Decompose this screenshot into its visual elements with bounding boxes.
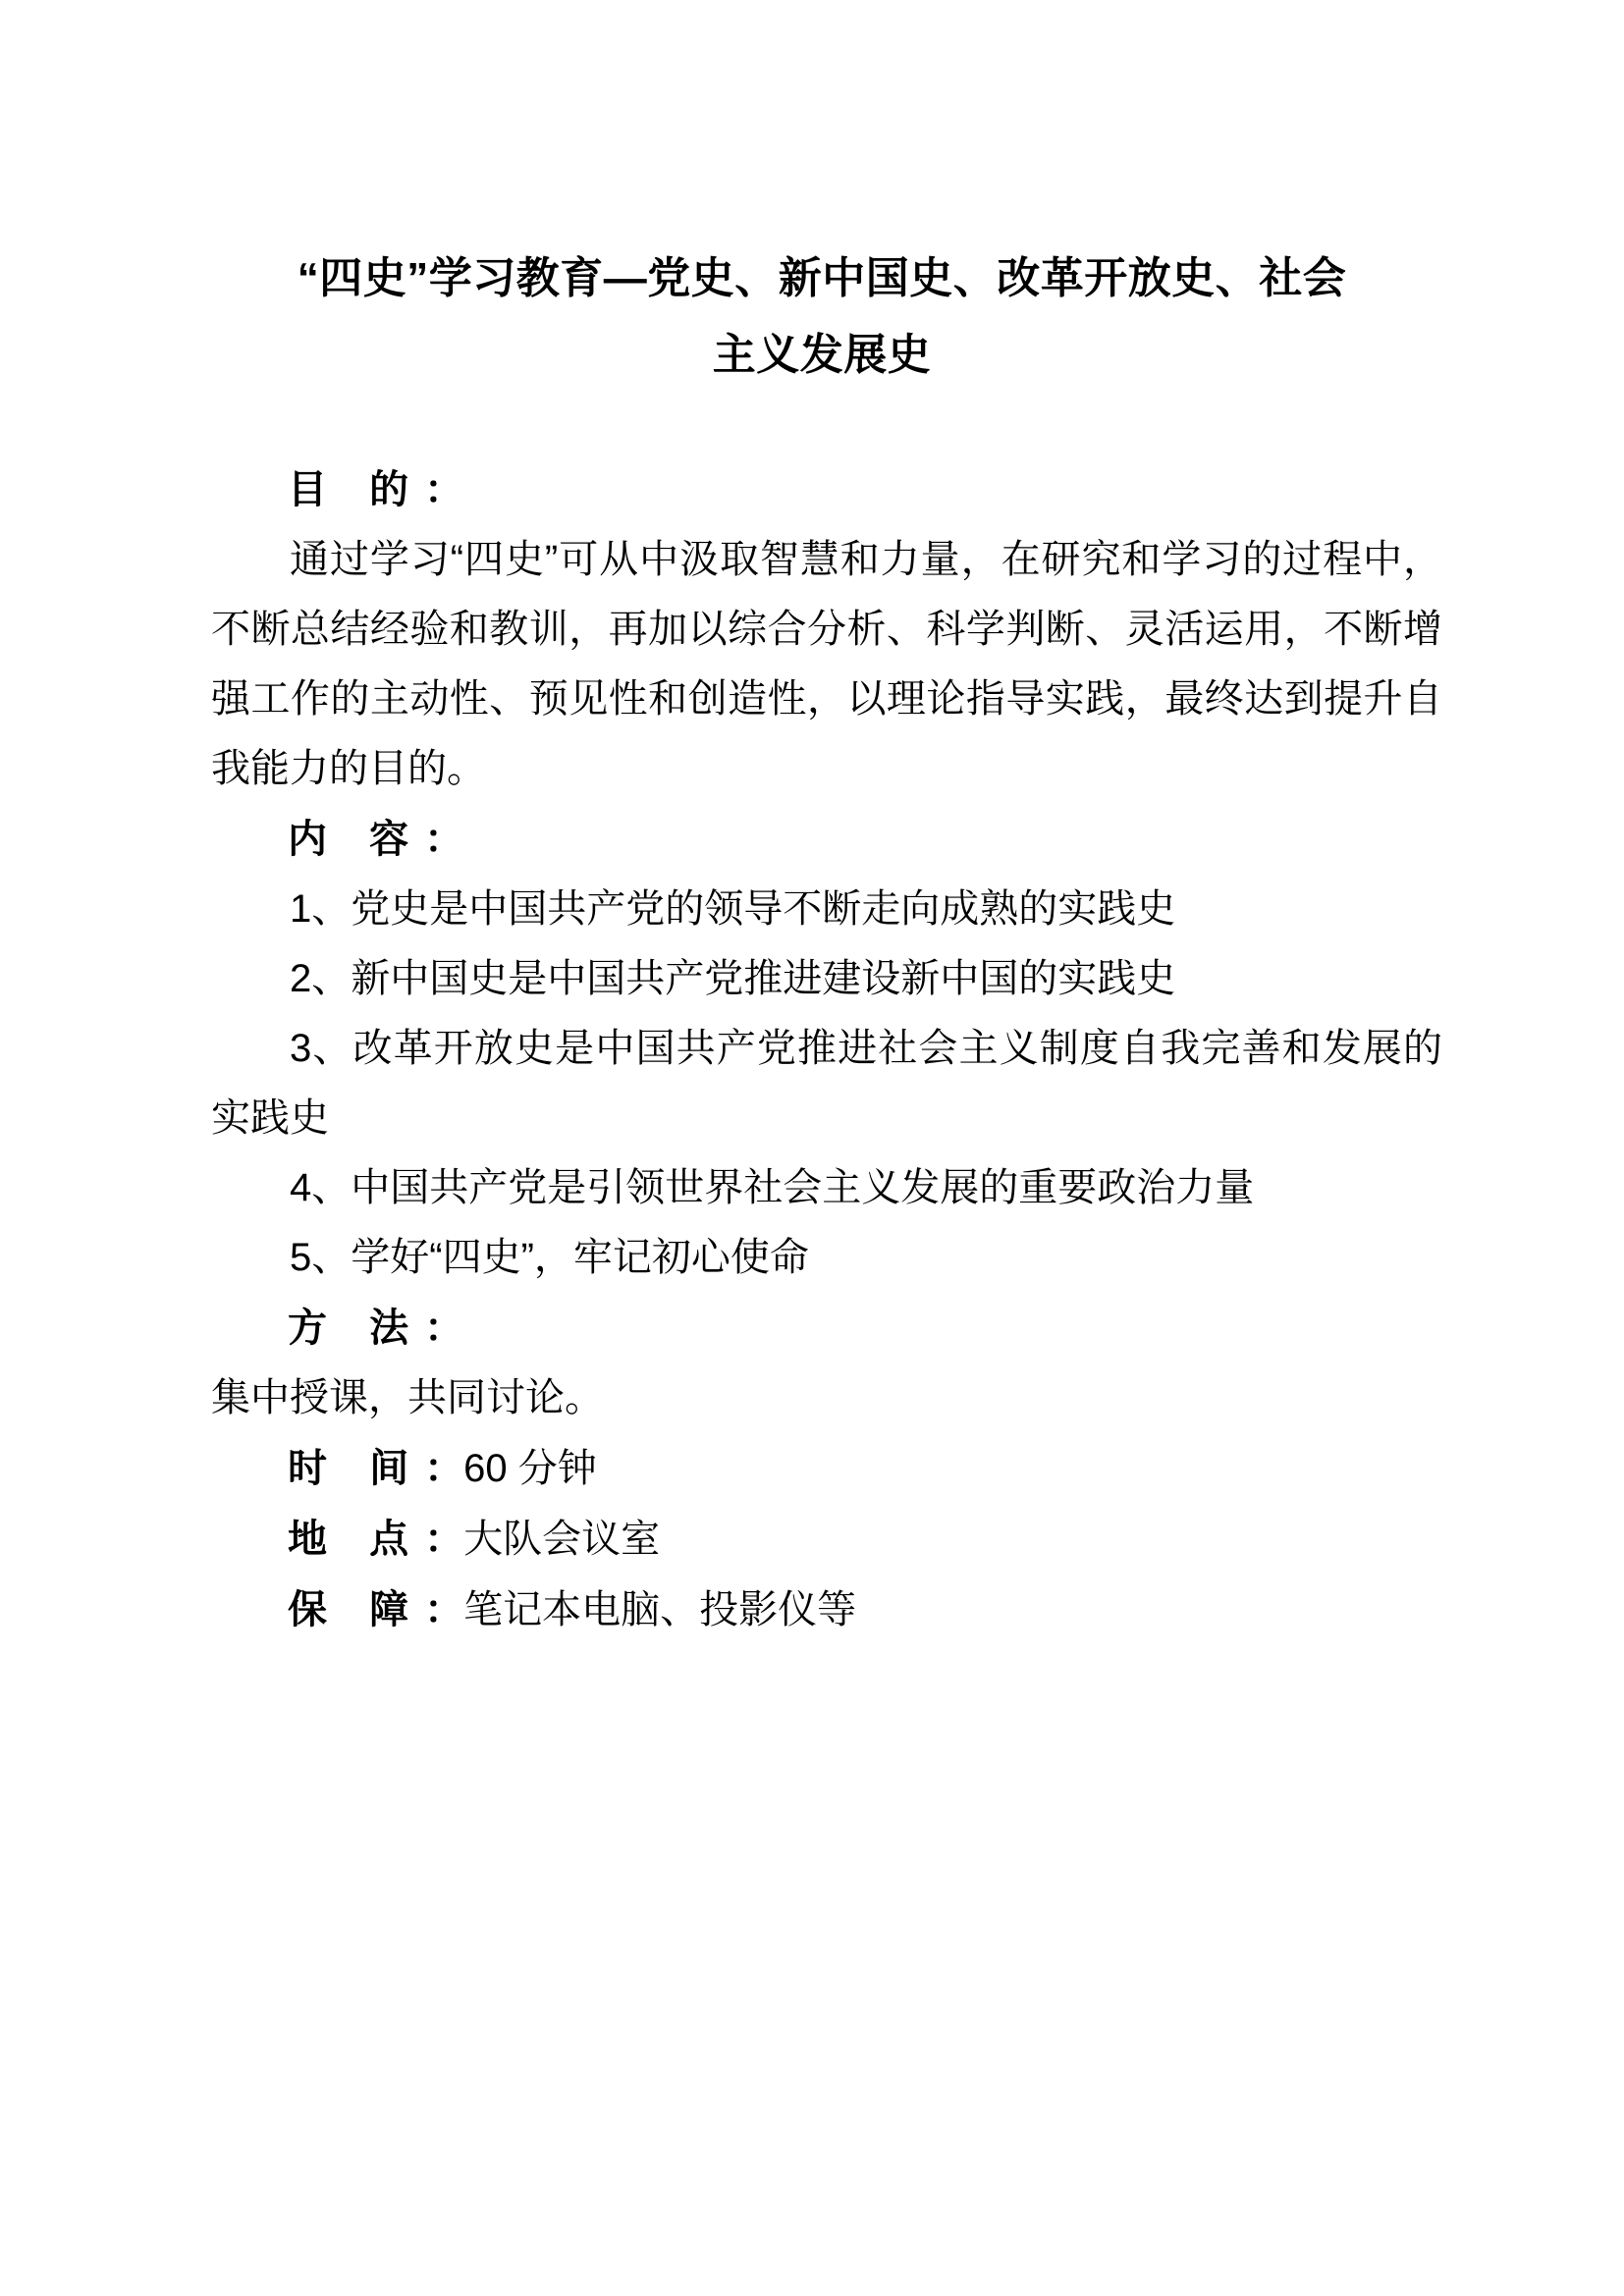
section-heading-purpose-label: 目 的 [288,468,425,511]
page-title-line-2: 主义发展史 [712,331,932,379]
field-location-colon: ： [424,1518,464,1561]
method-paragraph: 集中授课，共同讨论。 [211,1376,604,1419]
page-title [211,147,1442,394]
field-time-label: 时 间 [288,1447,425,1490]
title-spacer [211,394,1442,454]
field-time-value: 60 分钟 [463,1447,597,1490]
field-support [211,1575,1442,1645]
section-heading-method-label: 方 法 [288,1307,425,1350]
field-support-value: 笔记本电脑、投影仪等 [463,1588,857,1631]
purpose-paragraph: 通过学习“四史”可从中汲取智慧和力量，在研究和学习的过程中，不断总结经验和教训，再加以综合分析、科学判断、灵活运用，不断增强工作的主动性、预见性和创造性，以理论指导实践，最终达到提升自我能力的目的。 [211,538,1442,790]
list-item: 4、中国共产党是引领世界社会主义发展的重要政治力量 [290,1166,1255,1209]
field-support-colon: ： [424,1588,464,1631]
field-location-label: 地 点 [288,1518,425,1561]
section-heading-purpose-colon: ： [424,468,464,511]
field-location-value: 大队会议室 [463,1518,661,1561]
section-heading-content-colon: ： [424,818,464,861]
list-item: 3、改革开放史是中国共产党推进社会主义制度自我完善和发展的实践史 [211,1027,1442,1140]
list-item: 2、新中国史是中国共产党推进建设新中国的实践史 [290,957,1176,1000]
list-item: 5、学好“四史”，牢记初心使命 [290,1236,809,1279]
section-heading-content [211,804,1442,875]
section-heading-method [211,1293,1442,1363]
section-heading-purpose [211,454,1442,525]
field-location [211,1504,1442,1575]
field-time-colon: ： [424,1447,464,1490]
field-support-label: 保 障 [288,1588,425,1631]
list-item: 1、党史是中国共产党的领导不断走向成熟的实践史 [290,887,1176,931]
section-heading-content-label: 内 容 [288,818,425,861]
page-title-line-1: “四史”学习教育—党史、新中国史、改革开放史、社会 [297,254,1347,302]
field-time [211,1433,1442,1504]
section-heading-method-colon: ： [424,1307,464,1350]
